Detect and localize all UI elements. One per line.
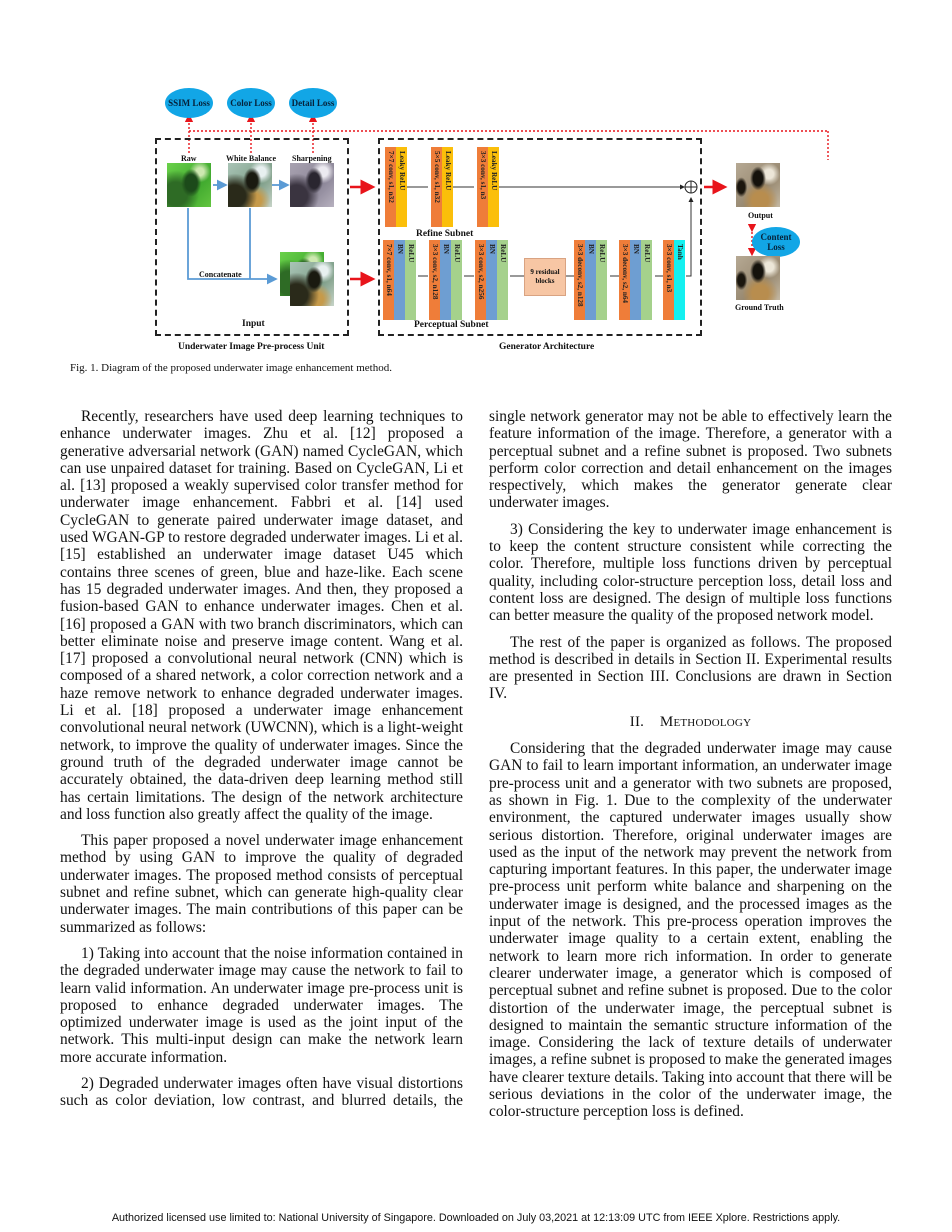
concatenated-wb-image bbox=[290, 262, 334, 306]
deconv-act-1: ReLU bbox=[596, 240, 607, 320]
refine-subnet-label: Refine Subnet bbox=[416, 229, 474, 239]
sharpening-image bbox=[290, 163, 334, 207]
deconv-act-2: ReLU bbox=[641, 240, 652, 320]
concatenate-label: Concatenate bbox=[199, 270, 242, 279]
ground-truth-label: Ground Truth bbox=[735, 303, 784, 312]
paragraph: Recently, researchers have used deep learning techniques to enhance underwater images. Zhu et al. [12] proposed a generative adversarial network (GAN) named CycleGAN, which can use unpaired dataset for training. Based on CycleGAN, Li et al. [13] proposed a weakly supervised color transfer method for underwater image enhancement. Fabbri et al. [14] used CycleGAN to generate paired underwater image dataset, and used WGAN-GP to restore degraded underwater images. Li et al. [15] established an underwater image dataset U45 which contains three scenes of green, blue and haze-like. Each scene has 15 degraded underwater images. And then, they proposed a fusion-based GAN to enhance underwater images. Chen et al. [16] proposed a GAN with two branch discriminators, which can better eliminate noise and preserve image content. Wang et al. [17] proposed a convolutional neural network (CNN) which is composed of a shared network, a color correction network and a haze remove network to enhance degraded underwater images. Li et al. [18] proposed a underwater image enhancement convolutional neural network (UWCNN), which is a light-weight network, to improve the quality of underwater images. Since the ground truth of the degraded underwater image cannot be accurately obtained, the data-driven deep learning method still has certain limitations. The design of the network architecture and loss function also greatly affect the quality of the image. bbox=[60, 408, 463, 823]
right-column bbox=[489, 408, 892, 1130]
section-title: Methodology bbox=[659, 713, 752, 730]
perceptual-bn-2: BN bbox=[440, 240, 451, 320]
paragraph: 1) Taking into account that the noise information contained in the degraded underwater image may cause the network to fail to learn valid information. An underwater image pre-process unit is proposed to enhance degraded underwater images. The optimized underwater image is used as the joint input of the network. This multi-input design can make the network learn more accurate information. bbox=[60, 944, 463, 1066]
refine-conv-3: 3×3 conv, s1, n3 bbox=[477, 147, 488, 227]
paragraph: Considering that the degraded underwater image may cause GAN to fail to learn important information, an underwater image pre-process unit and a generator with two subnets are proposed, as shown in Fig. 1. Due to the complexity of the underwater environment, the captured underwater images usually show serious distortion. Therefore, original underwater images are used as the input of the network may prevent the network from capturing important features. In this paper, the underwater image pre-process unit perform white balance and sharpening on the underwater image is designed, and the processed images as the input of the network. This pre-process operation improves the underwater image quality to a certain extent, enabling the network to learn more rich information. In order to generate clearer underwater image, a generator which is composed of perceptual subnet and refine subnet is proposed. Due to the color distortion of the underwater image, the perceptual subnet is designed to maintain the semantic structure information of the image. Considering the lack of texture details of underwater images, a refine subnet is proposed to make the generated images have clearer texture details. Taking into account that there will be serious deviations in the color of the underwater image, the color-structure perception loss is defined. bbox=[489, 740, 893, 1121]
refine-act-2: Leaky ReLU bbox=[442, 147, 453, 227]
sharpening-label: Sharpening bbox=[292, 154, 332, 163]
paragraph: The rest of the paper is organized as follows. The proposed method is described in details in Section II. Experimental results are presented in Section III. Conclusions are drawn in Section IV. bbox=[489, 633, 892, 703]
white-balance-label: White Balance bbox=[226, 154, 276, 163]
perceptual-act-2: ReLU bbox=[451, 240, 462, 320]
final-conv: 3×3 conv, s1, n3 bbox=[663, 240, 674, 320]
color-loss-node: Color Loss bbox=[227, 88, 275, 118]
generator-title: Generator Architecture bbox=[499, 342, 595, 352]
perceptual-conv-1: 7×7 conv, s1, n64 bbox=[383, 240, 394, 320]
input-label: Input bbox=[242, 319, 265, 329]
figure-1 bbox=[0, 0, 952, 360]
refine-conv-1: 7×7 conv, s1, n32 bbox=[385, 147, 396, 227]
deconv-2: 3×3 deconv, s2, n64 bbox=[619, 240, 630, 320]
perceptual-act-1: ReLU bbox=[405, 240, 416, 320]
ground-truth-image bbox=[736, 256, 780, 300]
section-heading bbox=[489, 714, 892, 731]
output-label: Output bbox=[748, 211, 773, 220]
content-loss-node: Content Loss bbox=[752, 227, 800, 257]
final-tanh: Tanh bbox=[674, 240, 685, 320]
deconv-bn-1: BN bbox=[585, 240, 596, 320]
left-column bbox=[60, 408, 463, 1119]
perceptual-conv-2: 3×3 conv, s2, n128 bbox=[429, 240, 440, 320]
paragraph: 2) Degraded underwater images often have visual distortions such as color deviation, low contrast, and blurred details, the bbox=[60, 1074, 463, 1110]
detail-loss-node: Detail Loss bbox=[289, 88, 337, 118]
perceptual-conv-3: 3×3 conv, s2, n256 bbox=[475, 240, 486, 320]
refine-act-3: Leaky ReLU bbox=[488, 147, 499, 227]
output-image bbox=[736, 163, 780, 207]
paragraph-continued: single network generator may not be able to effectively learn the feature information of the image. Therefore, a generator with a perceptual subnet and a refine subnet is proposed. Two subnets perform color correction and detail enhancement on the images respectively, which makes the generator generate clear underwater images. bbox=[489, 408, 892, 512]
paragraph: 3) Considering the key to underwater image enhancement is to keep the content structure consistent while correcting the color. Therefore, multiple loss functions driven by perceptual quality, including color-structure perception loss, detail loss and content loss are designed. The design of multiple loss functions can better measure the quality of the proposed network model. bbox=[489, 520, 892, 625]
white-balance-image bbox=[228, 163, 272, 207]
license-footer: Authorized licensed use limited to: National University of Singapore. Downloaded on July 03,2021 at 12:13:09 UTC from IEEE Xplore. Restrictions apply. bbox=[111, 1212, 841, 1224]
perceptual-act-3: ReLU bbox=[497, 240, 508, 320]
figure-caption: Fig. 1. Diagram of the proposed underwater image enhancement method. bbox=[70, 362, 392, 374]
deconv-1: 3×3 deconv, s2, n128 bbox=[574, 240, 585, 320]
raw-image bbox=[167, 163, 211, 207]
perceptual-subnet-label: Perceptual Subnet bbox=[414, 320, 489, 330]
paragraph: This paper proposed a novel underwater image enhancement method by using GAN to improve the quality of degraded underwater images. The proposed method consists of perceptual subnet and refine subnet, which can generate high-quality clear underwater images. The main contributions of this paper can be summarized as follows: bbox=[60, 832, 463, 936]
ssim-loss-node: SSIM Loss bbox=[165, 88, 213, 118]
perceptual-bn-1: BN bbox=[394, 240, 405, 320]
preprocess-unit-title: Underwater Image Pre-process Unit bbox=[178, 342, 325, 352]
raw-label: Raw bbox=[181, 154, 197, 163]
residual-blocks: 9 residual blocks bbox=[524, 258, 566, 296]
refine-conv-2: 5×5 conv, s1, n32 bbox=[431, 147, 442, 227]
refine-act-1: Leaky ReLU bbox=[396, 147, 407, 227]
deconv-bn-2: BN bbox=[630, 240, 641, 320]
section-number: II. bbox=[629, 713, 645, 730]
perceptual-bn-3: BN bbox=[486, 240, 497, 320]
